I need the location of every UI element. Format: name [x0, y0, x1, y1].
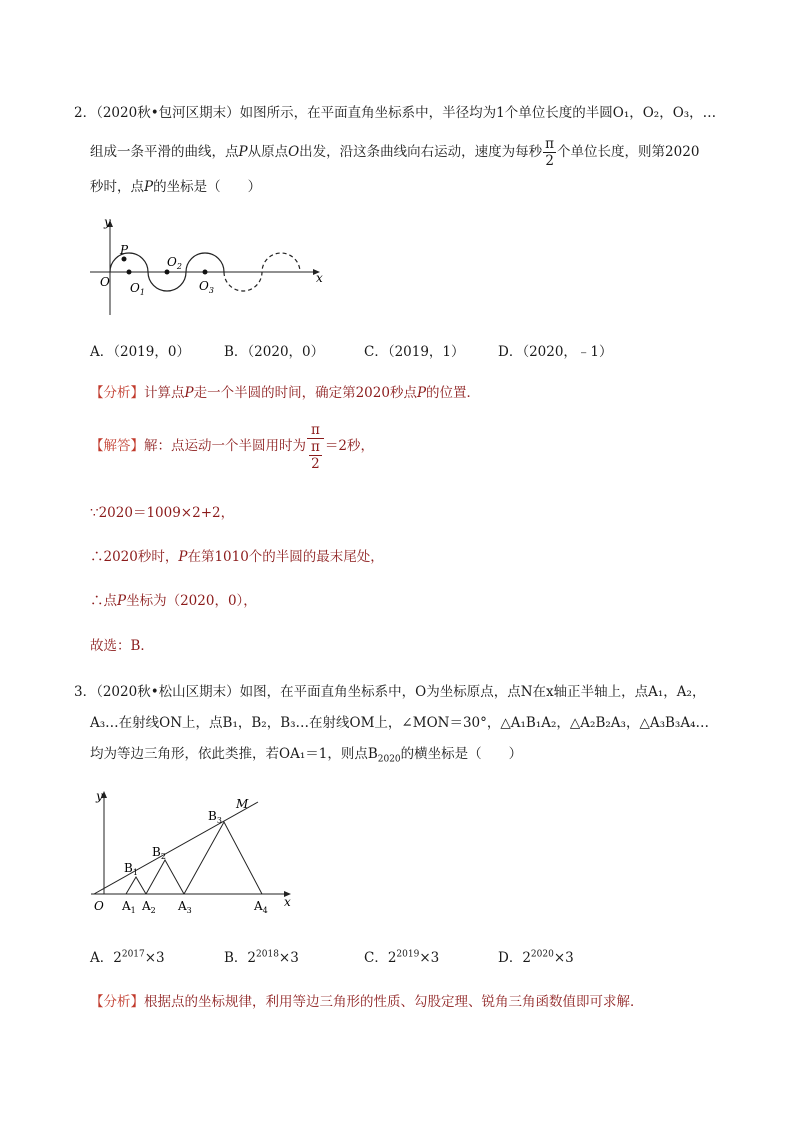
svg-text:x: x: [284, 895, 291, 909]
svg-text:O: O: [94, 899, 104, 913]
q3-line1: 3．（2020秋•松山区期末）如图，在平面直角坐标系中，O为坐标原点，点N在x轴正半轴上，点A₁，A₂，: [74, 684, 706, 700]
q3-option-b[interactable]: B．$2^{2018}\times 3$: [224, 949, 299, 966]
svg-text:A4: $A_4$: [254, 899, 268, 915]
q3-option-d[interactable]: D．$2^{2020}\times 3$: [498, 949, 574, 966]
q2-step2: ∴2020秒时，P在第1010个的半圆的最末尾处，: [90, 549, 384, 565]
svg-text:O3: $O_3$: [199, 279, 214, 295]
q2-step3: ∴点P坐标为（2020，0），: [90, 593, 257, 609]
svg-text:x: x: [316, 271, 323, 285]
q3-option-a[interactable]: A．$2^{2017}\times 3$: [90, 949, 165, 966]
q2-option-c[interactable]: C．（2019，1）: [364, 344, 465, 360]
svg-text:B2: $B_2$: [152, 845, 166, 861]
q2-option-b[interactable]: B．（2020，0）: [224, 344, 325, 360]
q2-line1: 2．（2020秋•包河区期末）如图所示，在平面直角坐标系中，半径均为1个单位长度的半圆O₁，O₂，O₃，…: [74, 105, 717, 121]
svg-text:A3: $A_3$: [178, 899, 192, 915]
q2-line3: 秒时，点P的坐标是（ ）: [90, 179, 262, 195]
q3-option-c[interactable]: C．$2^{2019}\times 3$: [364, 949, 440, 966]
q3-line3: 均为等边三角形，依此类推，若OA₁＝1，则点$B_{2020}$的横坐标是（ ）: [90, 746, 523, 765]
svg-text:M: M: [236, 797, 249, 811]
q3-figure: [86, 786, 316, 916]
svg-text:P: P: [120, 243, 129, 257]
q3-analysis: 【分析】根据点的坐标规律，利用等边三角形的性质、勾股定理、锐角三角函数值即可求解．: [90, 994, 644, 1010]
speed-fraction: $\frac{\pi}{2}$: [545, 136, 555, 169]
q2-option-d[interactable]: D．（2020，﹣1）: [498, 344, 613, 360]
svg-text:y: y: [104, 215, 111, 229]
svg-text:B3: $B_3$: [208, 809, 222, 825]
svg-text:y: y: [96, 789, 103, 803]
svg-text:O2: $O_2$: [167, 255, 182, 271]
q2-step1: ∵2020＝1009×2+2，: [90, 505, 235, 521]
q3-line2: A₃…在射线ON上，点B₁，B₂，B₃…在射线OM上，∠MON＝30°，△A₁B₁A₂，△A₂B₂A₃，△A₃B₃A₄…: [90, 715, 709, 731]
svg-text:O1: $O_1$: [130, 281, 145, 297]
svg-text:B1: $B_1$: [124, 861, 138, 877]
svg-text:O: O: [100, 275, 110, 289]
svg-text:A2: $A_2$: [142, 899, 156, 915]
q2-analysis: 【分析】计算点P走一个半圆的时间，确定第2020秒点P的位置．: [90, 385, 481, 401]
time-fraction: $\frac{\pi}{\frac{\pi}{2}}$: [307, 422, 324, 472]
q2-answer: 【解答】解：点运动一个半圆用时为 $\frac{\pi}{\frac{\pi}{2}}$ ＝2秒，: [90, 421, 374, 472]
q2-option-a[interactable]: A．（2019，0）: [90, 344, 190, 360]
q2-figure: [80, 210, 340, 330]
q2-choice: 故选：B．: [90, 638, 154, 654]
q2-line2: 组成一条平滑的曲线，点P从原点O出发，沿这条曲线向右运动，速度为每秒 $\frac{\pi}{2}$ 个单位长度，则第2020: [90, 136, 700, 169]
svg-text:A1: $A_1$: [122, 899, 136, 915]
